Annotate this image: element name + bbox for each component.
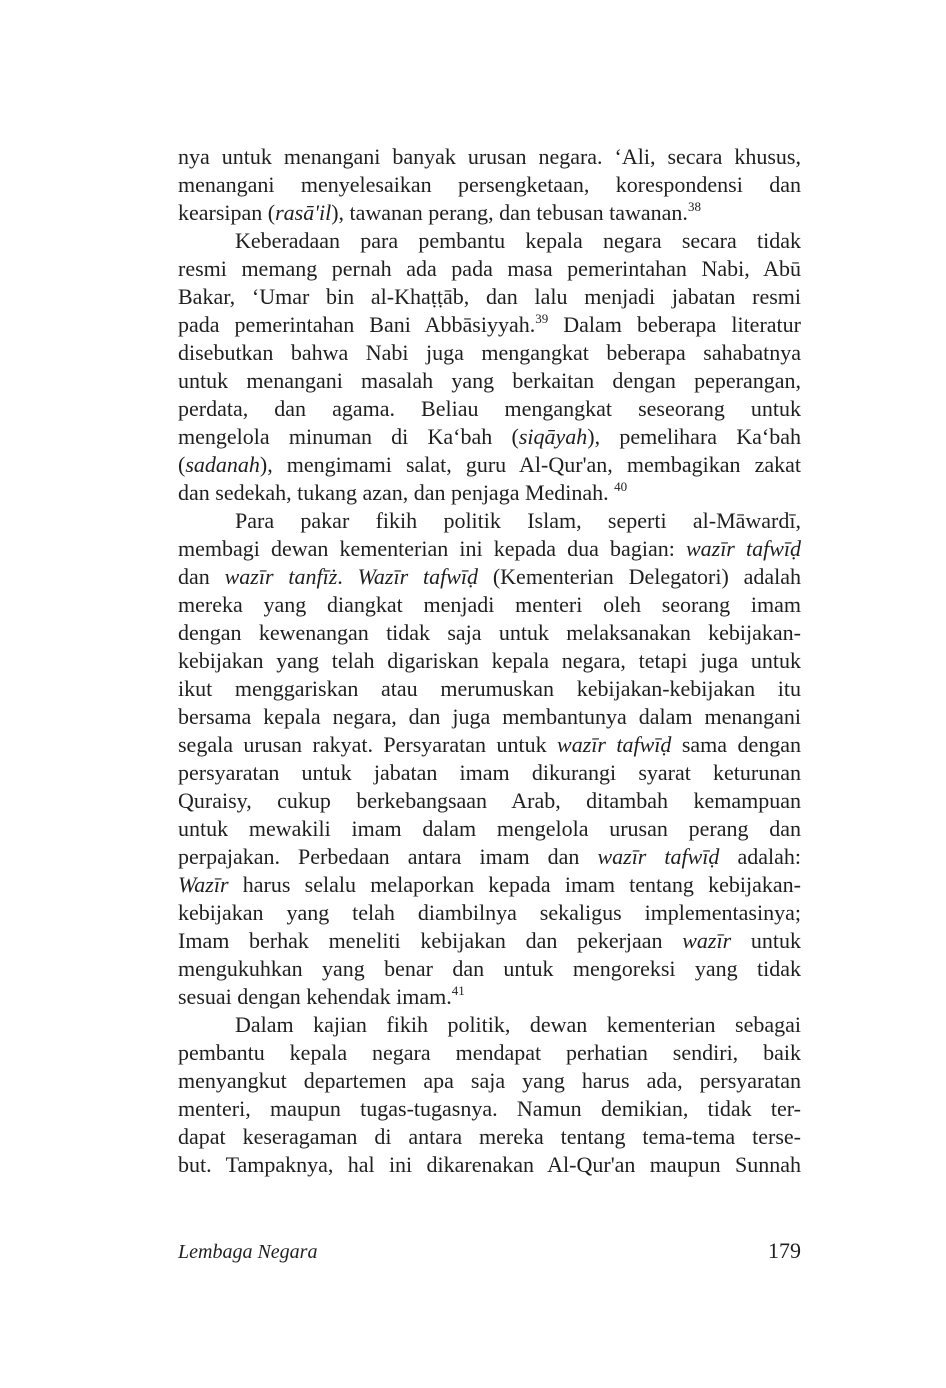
text-run: wazīr [682, 928, 732, 953]
body-line [178, 871, 801, 899]
text-run: Keberadaan para pembantu kepala negara secara tidak [235, 228, 801, 253]
body-line [178, 619, 801, 647]
body-line [178, 1067, 801, 1095]
text-run: adalah: [719, 844, 801, 869]
body-line [178, 563, 801, 591]
text-run: membagi dewan kementerian ini kepada dua bagian: [178, 536, 686, 561]
text-run: ( [178, 452, 186, 477]
body-line [178, 227, 801, 255]
text-run: untuk [731, 928, 801, 953]
text-run: (Kementerian Delegatori) adalah [478, 564, 802, 589]
text-run: mengelola minuman di Ka‘bah ( [178, 424, 519, 449]
text-run: Quraisy, cukup berkebangsaan Arab, ditambah kemampuan [178, 788, 801, 813]
body-line [178, 1011, 801, 1039]
text-run: ), tawanan perang, dan tebusan tawanan. [331, 200, 688, 225]
text-run: sama dengan [671, 732, 802, 757]
body-line [178, 507, 801, 535]
footnote-reference: 40 [614, 479, 628, 494]
body-line [178, 983, 801, 1011]
text-run: ikut menggariskan atau merumuskan kebijakan-kebijakan itu [178, 676, 801, 701]
text-run: wazīr tafwīḍ [685, 536, 802, 561]
text-run: menteri, maupun tugas-tugasnya. Namun demikian, tidak ter- [178, 1096, 801, 1121]
text-run: untuk menangani masalah yang berkaitan dengan peperangan, [178, 368, 801, 393]
text-run: Dalam beberapa literatur [548, 312, 801, 337]
body-line [178, 395, 801, 423]
text-run: kebijakan yang telah diambilnya sekaligus implementasinya; [178, 900, 801, 925]
body-line [178, 451, 801, 479]
text-run: dan [178, 564, 225, 589]
text-run: siqāyah [518, 424, 588, 449]
text-run: ), pemelihara Ka‘bah [587, 424, 801, 449]
text-run: untuk mewakili imam dalam mengelola urusan perang dan [178, 816, 801, 841]
body-line [178, 1151, 801, 1179]
body-line [178, 675, 801, 703]
running-title: Lembaga Negara [178, 1241, 318, 1263]
text-run: but. Tampaknya, hal ini dikarenakan Al-Qur'an maupun Sunnah [178, 1152, 801, 1177]
text-run: mereka yang diangkat menjadi menteri oleh seorang imam [178, 592, 801, 617]
text-run: wazīr tafwīḍ [557, 732, 672, 757]
text-run: persyaratan untuk jabatan imam dikurangi syarat keturunan [178, 760, 801, 785]
text-run: perpajakan. Perbedaan antara imam dan [178, 844, 598, 869]
body-line [178, 1039, 801, 1067]
text-run: kearsipan ( [178, 200, 276, 225]
body-line [178, 143, 801, 171]
text-run: perdata, dan agama. Beliau mengangkat seseorang untuk [178, 396, 801, 421]
text-run: harus selalu melaporkan kepada imam tentang kebijakan- [228, 872, 801, 897]
body-line [178, 843, 801, 871]
text-run: wazīr tafwīḍ [597, 844, 720, 869]
text-run: resmi memang pernah ada pada masa pemerintahan Nabi, Abū [178, 256, 801, 281]
body-line [178, 367, 801, 395]
text-run: Wazīr [178, 872, 229, 897]
text-run: Bakar, ‘Umar bin al-Khaṭṭāb, dan lalu menjadi jabatan resmi [178, 284, 801, 309]
text-run: kebijakan yang telah digariskan kepala negara, tetapi juga untuk [178, 648, 801, 673]
body-line [178, 787, 801, 815]
text-run: dengan kewenangan tidak saja untuk melaksanakan kebijakan- [178, 620, 801, 645]
text-run: sadanah [185, 452, 260, 477]
paragraph [178, 507, 801, 1011]
body-line [178, 703, 801, 731]
body-line [178, 339, 801, 367]
body-line [178, 647, 801, 675]
text-run: disebutkan bahwa Nabi juga mengangkat beberapa sahabatnya [178, 340, 801, 365]
text-run: Imam berhak meneliti kebijakan dan pekerjaan [178, 928, 683, 953]
body-line [178, 731, 801, 759]
text-run: menangani menyelesaikan persengketaan, korespondensi dan [178, 172, 801, 197]
text-run: pembantu kepala negara mendapat perhatian sendiri, baik [178, 1040, 801, 1065]
text-run: nya untuk menangani banyak urusan negara. ‘Ali, secara khusus, [178, 144, 801, 169]
body-line [178, 591, 801, 619]
text-run: Wazīr tafwīḍ [357, 564, 478, 589]
text-run: bersama kepala negara, dan juga membantunya dalam menangani [178, 704, 801, 729]
body-line [178, 283, 801, 311]
body-line [178, 171, 801, 199]
text-run: pada pemerintahan Bani Abbāsiyyah. [178, 312, 536, 337]
footnote-reference: 39 [535, 311, 549, 326]
body-line [178, 927, 801, 955]
text-run: dapat keseragaman di antara mereka tentang tema-tema terse- [178, 1124, 801, 1149]
paragraph [178, 1011, 801, 1179]
text-block [178, 143, 801, 1179]
text-run: dan sedekah, tukang azan, dan penjaga Medinah. [178, 480, 615, 505]
body-line [178, 1123, 801, 1151]
paragraph [178, 227, 801, 507]
text-run: segala urusan rakyat. Persyaratan untuk [178, 732, 558, 757]
body-line [178, 759, 801, 787]
body-line [178, 1095, 801, 1123]
paragraph [178, 143, 801, 227]
footnote-reference: 41 [451, 983, 465, 998]
page-footer [178, 1238, 801, 1264]
body-line [178, 311, 801, 339]
body-line [178, 423, 801, 451]
text-run: Dalam kajian fikih politik, dewan kementerian sebagai [235, 1012, 801, 1037]
body-line [178, 535, 801, 563]
text-run: sesuai dengan kehendak imam. [178, 984, 452, 1009]
footnote-reference: 38 [687, 199, 701, 214]
text-run: ), mengimami salat, guru Al-Qur'an, membagikan zakat [259, 452, 801, 477]
text-run: mengukuhkan yang benar dan untuk mengoreksi yang tidak [178, 956, 801, 981]
page-number: 179 [768, 1238, 801, 1263]
text-run: Para pakar fikih politik Islam, seperti al-Māwardī, [235, 508, 801, 533]
text-run: rasā'il [275, 200, 332, 225]
body-line [178, 815, 801, 843]
body-line [178, 199, 801, 227]
body-line [178, 899, 801, 927]
text-run: menyangkut departemen apa saja yang harus ada, persyaratan [178, 1068, 801, 1093]
text-run: wazīr tanfīż [224, 564, 338, 589]
body-line [178, 255, 801, 283]
body-line [178, 479, 801, 507]
body-line [178, 955, 801, 983]
text-run: . [337, 564, 358, 589]
